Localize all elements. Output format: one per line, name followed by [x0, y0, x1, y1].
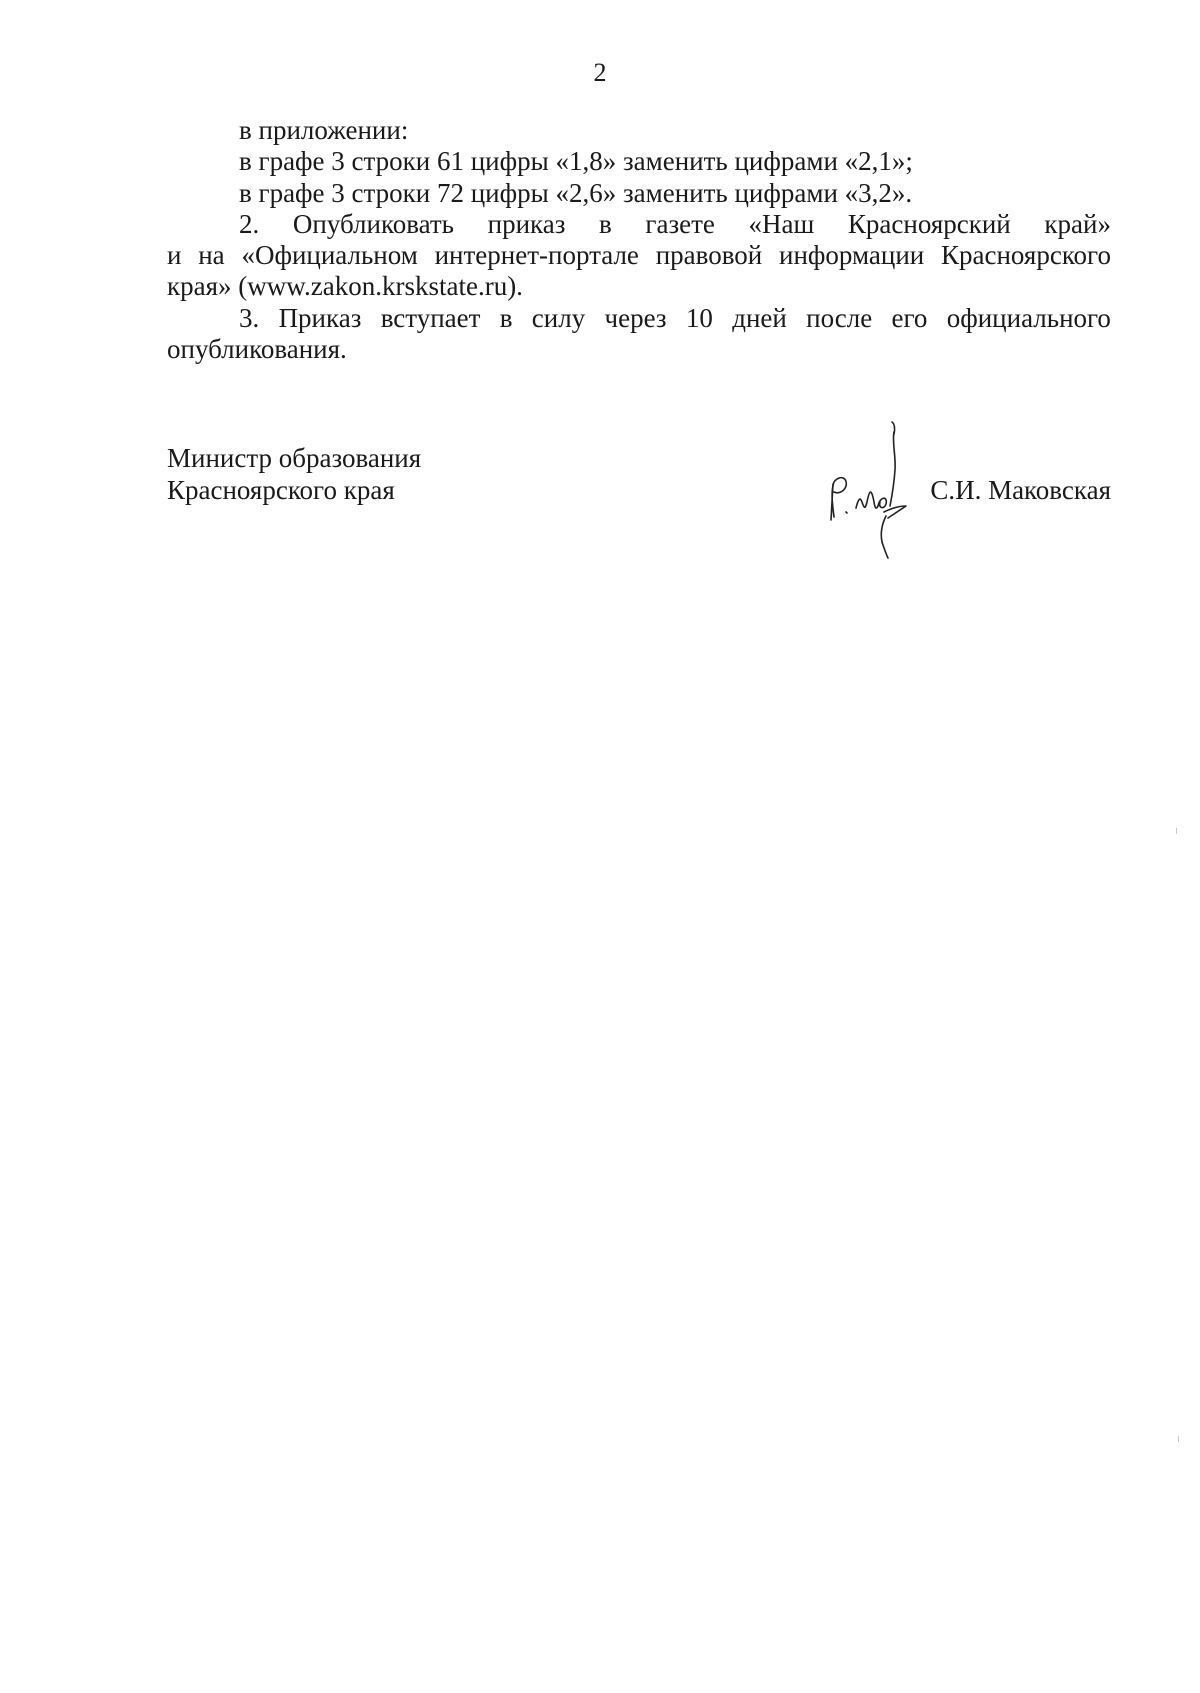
document-body — [167, 115, 1111, 365]
text-line-justified — [167, 209, 1111, 240]
text-line: в графе 3 строки 72 цифры «2,6» заменить цифрами «3,2». — [239, 177, 913, 208]
word: Приказ — [278, 302, 362, 333]
signatory-position — [167, 442, 421, 506]
word: Опубликовать — [292, 208, 454, 239]
position-line: Министр образования — [167, 443, 422, 473]
text-line: края» (www.zakon.krskstate.ru). — [167, 271, 523, 302]
text-line-justified — [167, 303, 1111, 334]
word: приказ — [487, 208, 566, 239]
word: дней — [732, 302, 787, 333]
text-line: в графе 3 строки 61 цифры «1,8» заменить цифрами «2,1»; — [239, 146, 913, 177]
word: 10 — [685, 302, 713, 333]
signature-block — [167, 442, 1111, 562]
signatory-name: С.И. Маковская — [930, 475, 1111, 505]
word: вступает — [380, 302, 481, 333]
scan-artifact — [1178, 1436, 1179, 1442]
word: в — [499, 302, 513, 333]
scan-artifact — [1176, 828, 1177, 834]
word: Красноярского — [941, 240, 1111, 271]
page-number: 2 — [593, 58, 607, 87]
word: интернет-портале — [434, 240, 639, 271]
word: в — [599, 208, 612, 239]
word: через — [604, 302, 667, 333]
word: его — [891, 302, 928, 333]
position-line: Красноярского края — [167, 475, 395, 505]
word: правовой — [655, 240, 763, 271]
word: «Официальном — [241, 240, 418, 271]
word: и — [167, 240, 182, 271]
word: Красноярский — [847, 208, 1011, 239]
word: на — [198, 240, 225, 271]
word: после — [806, 302, 873, 333]
text-line: опубликования. — [167, 334, 347, 365]
word: «Наш — [748, 208, 815, 239]
word: край» — [1044, 208, 1111, 239]
word: 2. — [239, 208, 260, 239]
word: официального — [946, 302, 1111, 333]
text-line-justified — [167, 240, 1111, 271]
word: силу — [531, 302, 586, 333]
word: газете — [645, 208, 715, 239]
word: информации — [779, 240, 925, 271]
handwritten-signature — [822, 412, 932, 562]
word: 3. — [239, 302, 260, 333]
text-line: в приложении: — [239, 115, 409, 145]
